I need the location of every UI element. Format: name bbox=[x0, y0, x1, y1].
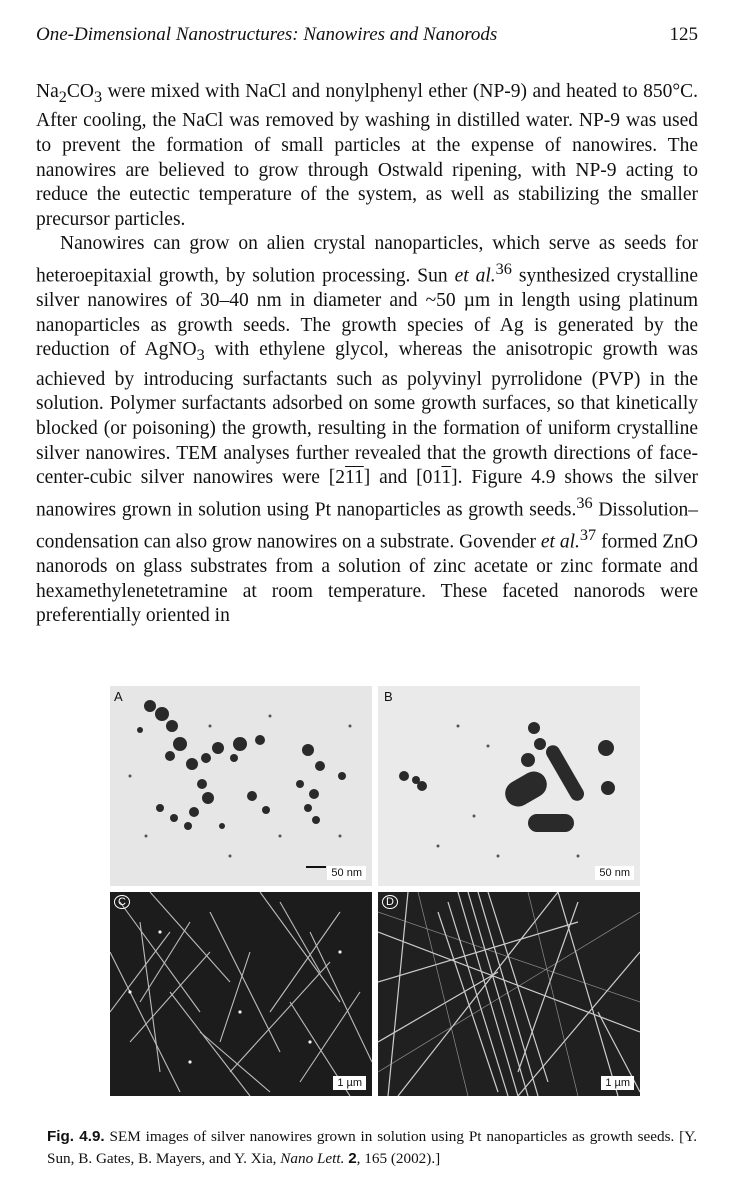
text-run: with ethylene glycol, whereas the anisotropic growth was achieved by introducing surfactants such as polyvinyl pyrrolidone (PVP) in the solution. Polymer surfactants adsorbed on some growth surfaces, so that kinetically blocked (or poisoning) the growth, resulting in the formation of uniform crystalline silver nanowires. TEM analyses further revealed that the growth directions of face-center-cubic silver nanowires were bbox=[36, 339, 699, 489]
caption-rest: , 165 (2002).] bbox=[356, 1150, 441, 1167]
panel-b-micrograph bbox=[378, 686, 640, 886]
panel-label: D bbox=[382, 895, 398, 909]
caption-volume: 2 bbox=[348, 1150, 357, 1167]
scale-bar-label: 50 nm bbox=[327, 866, 366, 880]
figure-4-9 bbox=[110, 686, 640, 1096]
panel-c-image bbox=[110, 892, 372, 1096]
figure-caption bbox=[47, 1126, 697, 1170]
text-run: Dissolution–condensation can also grow nanowires on a substrate. Govender bbox=[36, 499, 698, 553]
scale-bar-label: 50 nm bbox=[595, 866, 634, 880]
paragraph-2: Nanowires can grow on alien crystal nanoparticles, which serve as seeds for heteroepitaxial growth, by solution processing. Sun et al.$^{36}$ synthesized crystalline silver nanowires of 30–40 nm in diameter and ~50 µm in length using platinum nanoparticles as growth seeds. The growth species of Ag is generated by the reduction of AgNO$_3$ with ethylene glycol, whereas the anisotropic growth was achieved by introducing surfactants such as polyvinyl pyrrolidone (PVP) in the solution. Polymer surfactants adsorbed on some growth surfaces, so that kinetically blocked (or poisoning) the growth, resulting in the formation of uniform crystalline silver nanowires. TEM analyses further revealed that the growth directions of face-center-cubic silver nanowires were [211] and [011]. Figure 4.9 shows the silver nanowires grown in solution using Pt nanoparticles as growth seeds.$^{36}$ Dissolution–condensation can also grow nanowires on a substrate. Govender et al.$^{37}$ formed ZnO nanorods on glass substrates from a solution of zinc acetate or zinc formate and hexamethylenetetramine at room temperature. These faceted nanorods were preferentially oriented in bbox=[36, 233, 699, 627]
panel-label: C bbox=[114, 895, 130, 909]
panel-label: B bbox=[384, 689, 393, 704]
panel-b-image bbox=[378, 686, 640, 886]
panel-a-image bbox=[110, 686, 372, 886]
text-run: synthesized crystalline silver nanowires of 30–40 nm in diameter and ~50 µm in length using platinum nanoparticles as growth seeds. The growth species of Ag is generated by the reduction of bbox=[36, 265, 699, 361]
scale-bar-label: 1 µm bbox=[333, 1076, 366, 1090]
panel-a-micrograph bbox=[110, 686, 372, 886]
body-text bbox=[36, 80, 698, 629]
caption-text: SEM images of silver nanowires grown in solution using Pt nanoparticles as growth seeds. [Y. Sun, B. Gates, B. Mayers, and Y. Xia, bbox=[47, 1128, 698, 1167]
caption-label: Fig. 4.9. bbox=[47, 1128, 105, 1145]
et-al: et al. bbox=[454, 265, 496, 287]
text-run: and bbox=[379, 467, 408, 489]
text-run: Nanowires can grow on alien crystal nanoparticles, which serve as seeds for heteroepitaxial growth, by solution processing. Sun bbox=[36, 233, 698, 287]
panel-d-micrograph bbox=[378, 892, 640, 1096]
running-title: One-Dimensional Nanostructures: Nanowires and Nanorods bbox=[36, 24, 498, 45]
text-run: . Figure 4.9 shows the silver nanowires grown in solution using Pt nanoparticles as growth seeds. bbox=[36, 467, 698, 521]
panel-c-micrograph bbox=[110, 892, 372, 1096]
reference-superscript: 37 bbox=[579, 525, 597, 544]
page-number: 125 bbox=[669, 24, 698, 45]
reference-superscript: 36 bbox=[495, 260, 512, 279]
paragraph-1: $Na_2CO_3$ were mixed with NaCl and nonylphenyl ether (NP-9) and heated to 850°C. After cooling, the NaCl was removed by washing in distilled water. NP-9 was used to prevent the formation of small particles at the expense of nanowires. The nanowires are believed to grow through Ostwald ripening, with NP-9 acting to reduce the eutectic temperature of the system, as well as stabilizing the smaller precursor particles. bbox=[36, 81, 698, 230]
panel-d-image bbox=[378, 892, 640, 1096]
reference-superscript: 36 bbox=[576, 493, 593, 512]
panel-label: A bbox=[114, 689, 123, 704]
paragraph-1-text: were mixed with NaCl and nonylphenyl ether (NP-9) and heated to 850°C. After cooling, the NaCl was removed by washing in distilled water. NP-9 was used to prevent the formation of small particles at the expense of nanowires. The nanowires are believed to grow through Ostwald ripening, with NP-9 acting to reduce the eutectic temperature of the system, as well as stabilizing the smaller precursor particles. bbox=[36, 81, 698, 230]
page-header bbox=[36, 24, 698, 50]
scale-bar-label: 1 µm bbox=[601, 1076, 634, 1090]
et-al: et al. bbox=[540, 531, 580, 553]
caption-journal: Nano Lett. bbox=[280, 1150, 345, 1167]
text-run: formed ZnO nanorods on glass substrates from a solution of zinc acetate or zinc formate and hexamethylenetetramine at room temperature. These faceted nanorods were preferentially oriented in bbox=[36, 531, 699, 627]
